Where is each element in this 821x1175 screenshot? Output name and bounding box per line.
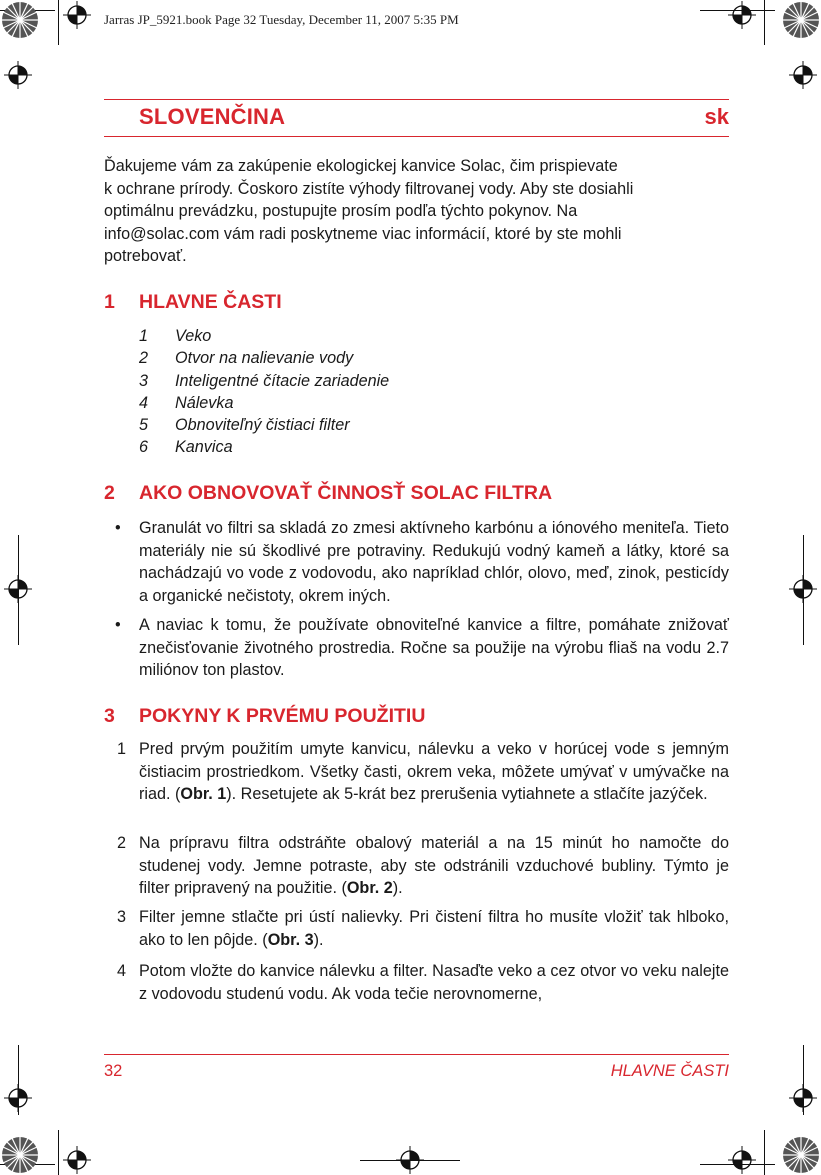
crop-line [58, 1130, 59, 1175]
list-item [139, 347, 389, 369]
item-number: 4 [139, 393, 149, 412]
crosshair-registration-icon [727, 0, 757, 30]
section-heading-parts [104, 291, 282, 314]
step-number: 4 [117, 962, 127, 980]
starburst-registration-icon [0, 1135, 40, 1175]
crosshair-registration-icon [3, 1083, 33, 1113]
bullet-marker: • [115, 616, 121, 634]
step-text: Filter jemne stlačte pri ústí nalievky. Pri čistení filtra ho musíte vložiť tak hlboko, ako to len pôjde. ( [139, 908, 729, 949]
parts-list [139, 325, 389, 459]
section-heading-filter [104, 482, 552, 505]
list-item [139, 392, 389, 414]
list-item [139, 370, 389, 392]
starburst-registration-icon [0, 0, 40, 40]
item-label: Nálevka [175, 393, 234, 412]
starburst-registration-icon [781, 1135, 821, 1175]
page-title: SLOVENČINA [139, 104, 286, 129]
crosshair-registration-icon [62, 1145, 92, 1175]
crosshair-registration-icon [62, 0, 92, 30]
step-text-after: ). [392, 879, 403, 897]
language-code: sk [704, 104, 729, 129]
section-number: 1 [104, 291, 115, 313]
figure-ref: Obr. 1 [180, 785, 227, 803]
step-paragraph [117, 832, 729, 900]
item-label: Inteligentné čítacie zariadenie [175, 371, 390, 390]
page-number: 32 [104, 1062, 123, 1080]
intro-line: optimálnu prevádzku, postupujte prosím podľa týchto pokynov. Na [104, 202, 578, 220]
bullet-marker: • [115, 519, 121, 537]
step-text-after: ). Resetujete ak 5-krát bez prerušenia vytiahnete a stlačíte jazýček. [226, 785, 708, 803]
crosshair-registration-icon [395, 1145, 425, 1175]
header-top-rule [104, 99, 729, 100]
bullet-paragraph [115, 614, 729, 682]
section-title: AKO OBNOVOVAŤ ČINNOSŤ SOLAC FILTRA [139, 482, 553, 504]
section-title: HLAVNE ČASTI [139, 291, 282, 313]
step-text: Na prípravu filtra odstráňte obalový materiál a na 15 minút ho namočte do studenej vody. Jemne potraste, aby ste odstránili vzduchové bubliny. Týmto je filter pripravený na použitie. ( [139, 834, 729, 897]
crosshair-registration-icon [727, 1145, 757, 1175]
bullet-paragraph [115, 517, 729, 607]
item-number: 3 [139, 371, 149, 390]
list-item [139, 436, 389, 458]
item-label: Veko [175, 327, 212, 345]
bullet-text: Granulát vo filtri sa skladá zo zmesi aktívneho karbónu a iónového meniteľa. Tieto materiály nie sú škodlivé pre potraviny. Redukujú vodný kameň a látky, ktoré sa nachádzajú vo vode z vodovodu, ako napríklad chlór, olovo, meď, zinok, pesticídy a organické nečistoty, okrem iných. [139, 519, 729, 605]
section-heading-first-use [104, 705, 425, 728]
section-title: POKYNY K PRVÉMU POUŽITIU [139, 705, 426, 727]
step-number: 3 [117, 908, 127, 926]
crosshair-registration-icon [3, 60, 33, 90]
step-number: 1 [117, 740, 127, 758]
intro-line: potrebovať. [104, 247, 187, 265]
step-paragraph [117, 738, 729, 806]
crop-line [764, 0, 765, 45]
list-item [139, 325, 389, 347]
step-text: Pred prvým použitím umyte kanvicu, nálevku a veko v horúcej vode s jemným čistiacim prostriedkom. Všetky časti, okrem veka, môžete umývať v umývačke na riad. ( [139, 740, 729, 803]
crop-line [764, 1130, 765, 1175]
item-number: 2 [139, 349, 149, 368]
step-text: Potom vložte do kanvice nálevku a filter. Nasaďte veko a cez otvor vo veku nalejte z vodovodu studenú vodu. Ak voda tečie nerovnomerne, [139, 962, 729, 1003]
intro-paragraph [104, 155, 729, 268]
starburst-registration-icon [781, 0, 821, 40]
bullet-text: A naviac k tomu, že používate obnoviteľné kanvice a filtre, pomáhate znižovať znečisťovanie životného prostredia. Ročne sa použije na výrobu fliaš na vodu 2.7 miliónov ton plastov. [139, 616, 729, 679]
figure-ref: Obr. 3 [267, 930, 314, 949]
item-number: 1 [139, 327, 149, 345]
crosshair-registration-icon [788, 1083, 818, 1113]
header-bottom-rule [104, 136, 729, 137]
crosshair-registration-icon [788, 60, 818, 90]
item-number: 5 [139, 416, 149, 435]
list-item [139, 414, 389, 436]
step-text-after: ). [313, 930, 324, 949]
step-paragraph [117, 960, 729, 1005]
crosshair-registration-icon [788, 574, 818, 604]
step-paragraph [117, 906, 729, 951]
intro-line: k ochrane prírody. Čoskoro zistíte výhody filtrovanej vody. Aby ste dosiahli [104, 179, 634, 198]
step-number: 2 [117, 834, 127, 852]
print-slug: Jarras JP_5921.book Page 32 Tuesday, December 11, 2007 5:35 PM [104, 12, 459, 27]
item-number: 6 [139, 438, 149, 457]
item-label: Otvor na nalievanie vody [175, 349, 354, 368]
crop-line [58, 0, 59, 45]
item-label: Obnoviteľný čistiaci filter [175, 416, 350, 435]
item-label: Kanvica [175, 438, 233, 457]
section-number: 3 [104, 705, 115, 727]
section-number: 2 [104, 482, 115, 504]
footer-section-title: HLAVNE ČASTI [610, 1062, 729, 1080]
footer-rule [104, 1054, 729, 1055]
intro-line: Ďakujeme vám za zakúpenie ekologickej kanvice Solac, čim prispievate [104, 157, 618, 175]
intro-line: info@solac.com vám radi poskytneme viac informácií, ktoré by ste mohli [104, 224, 622, 243]
crosshair-registration-icon [3, 574, 33, 604]
figure-ref: Obr. 2 [346, 879, 393, 897]
